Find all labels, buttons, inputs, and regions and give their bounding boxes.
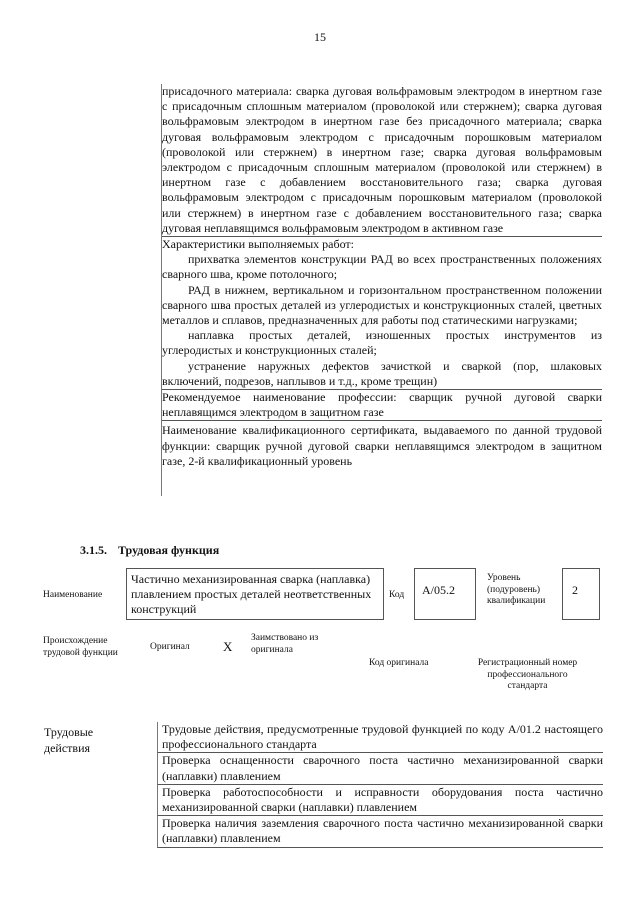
section-heading [80,543,219,558]
labor-actions-list [157,722,603,848]
function-name-value: Частично механизированная сварка (наплавка) плавлением простых деталей неответственных конструкций [131,572,372,616]
function-name-box [126,568,384,620]
reg-number-label: Регистрационный номер профессионального стандарта [477,658,578,691]
page-number: 15 [314,30,326,44]
labor-action-item: Трудовые действия, предусмотренные трудовой функцией по коду А/01.2 настоящего профессионального стандарта [157,722,603,753]
section-number: 3.1.5. [80,543,107,557]
code-value: А/05.2 [422,583,455,597]
labor-action-item: Проверка работоспособности и исправности оборудования поста частично механизированной сварки (наплавки) плавлением [157,785,603,816]
code-label: Код [389,590,405,600]
work-characteristics-heading: Характеристики выполняемых работ: [162,237,354,252]
code-original-label: Код оригинала [369,658,429,668]
continuation-paragraph: присадочного материала: сварка дуговая вольфрамовым электродом в инертном газе с присадочным сплошным материалом (проволокой или стержнем); сварка дуговая вольфрамовым электродом в инертном газе без присадочного материала; сварка дуговая вольфрамовым электродом с присадочным порошковым материалом (проволокой или стержнем) в инертном газе; сварка дуговая вольфрамовым электродом с присадочным сплошным материалом (проволокой или стержнем) в инертном газе с добавлением восстановительного газа; сварка дуговая вольфрамовым электродом с присадочным порошковым материалом (проволокой или стержнем) в инертном газе с добавлением восстановительного газа; сварка дуговая неплавящимся вольфрамовым электродом в активном газе [162,84,602,237]
origin-label: Происхождение трудовой функции [43,636,118,658]
work-characteristic-item: РАД в нижнем, вертикальном и горизонтальном пространственном положении сварного шва простых деталей из углеродистых и конструкционных сталей, цветных металлов и сплавов, предназначенных для работы под статическими нагрузками; [162,282,602,328]
certificate-name: Наименование квалификационного сертификата, выдаваемого по данной трудовой функции: сварщик ручной дуговой сварки неплавящимся электродом в защитном газе, 2-й квалификационный уровень [162,423,602,468]
original-mark: Х [223,639,233,654]
level-label: Уровень (подуровень) квалификации [487,573,546,606]
work-characteristic-item: прихватка элементов конструкции РАД во всех пространственных положениях сварного шва, кроме потолочного; [162,252,602,282]
recommended-profession: Рекомендуемое наименование профессии: сварщик ручной дуговой сварки неплавящимся электродом в защитном газе [162,390,602,421]
work-characteristic-item: устранение наружных дефектов зачисткой и сваркой (пор, шлаковых включений, подрезов, наплывов и т.д., кроме трещин) [162,359,602,390]
level-box [562,568,600,620]
borrowed-label: Заимствовано из оригинала [251,633,319,655]
section-title: Трудовая функция [118,543,220,557]
code-box [414,568,476,620]
labor-action-item: Проверка наличия заземления сварочного поста частично механизированной сварки (наплавки) плавлением [157,816,603,847]
labor-action-item: Проверка оснащенности сварочного поста частично механизированной сварки (наплавки) плавлением [157,753,603,784]
labor-actions-label: Трудовые действия [44,725,94,755]
name-label: Наименование [43,590,103,600]
level-value: 2 [572,583,578,597]
work-characteristic-item: наплавка простых деталей, изношенных простых инструментов из углеродистых и конструкционных сталей; [162,328,602,358]
continuation-block [162,84,602,469]
original-label: Оригинал [150,642,190,652]
